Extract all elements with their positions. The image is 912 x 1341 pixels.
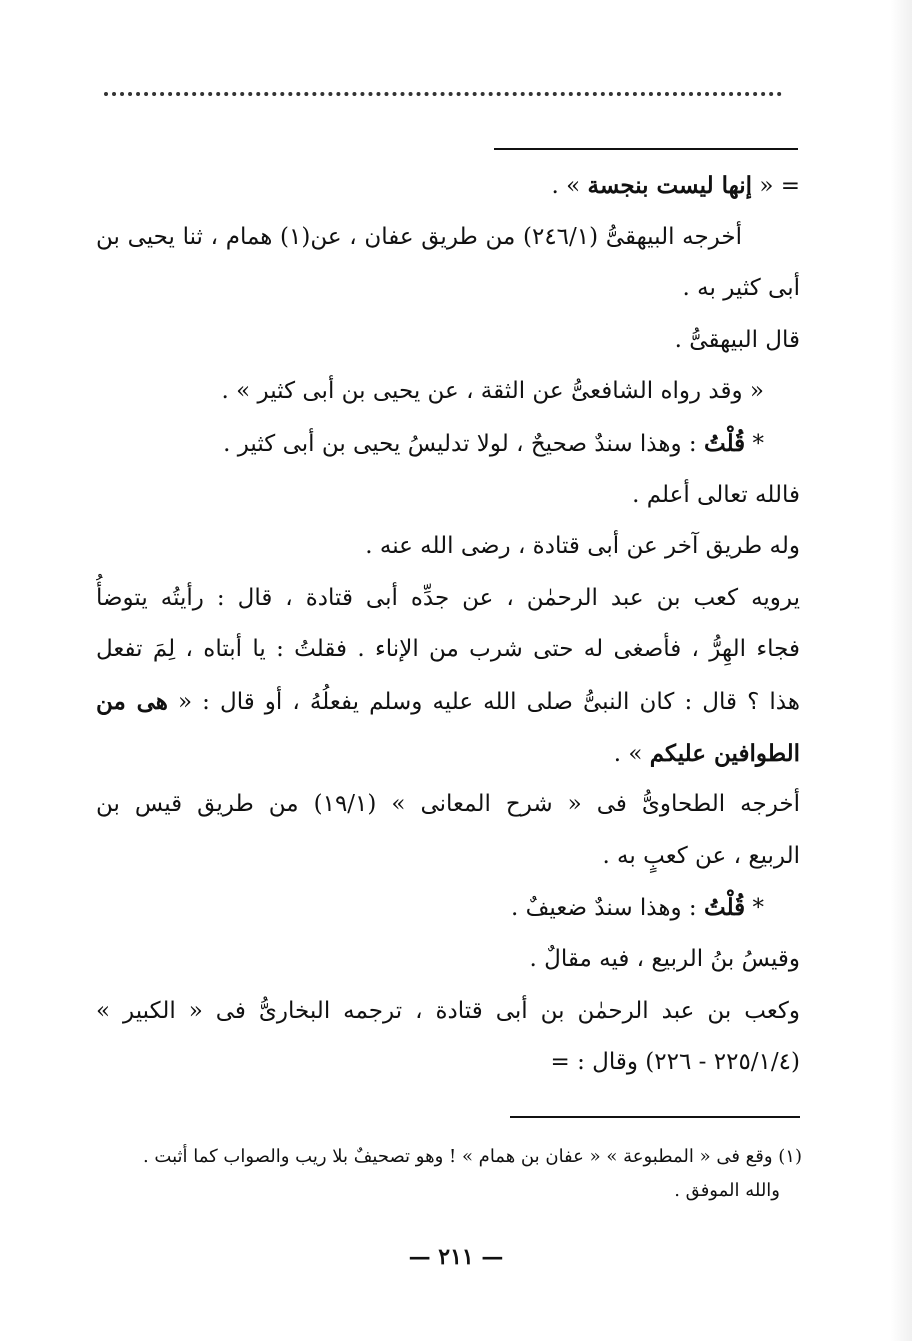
text-line-5: « وقد رواه الشافعىُّ عن الثقة ، عن يحيى بن أبى كثير » . bbox=[221, 378, 764, 405]
footnote-line-1: (١) وقع فى « المطبوعة » « عفان بن همام » ! وهو تصحيفٌ بلا ريب والصواب كما أثبت . bbox=[142, 1146, 802, 1167]
footnote-line-2: والله الموفق . bbox=[674, 1180, 780, 1201]
continuation-rule bbox=[494, 148, 798, 150]
text-line-4: قال البيهقىُّ . bbox=[674, 326, 800, 353]
text-line-2: أخرجه البيهقىُّ (٢٤٦/١) من طريق عفان ، عن(١) همام ، ثنا يحيى بن bbox=[96, 223, 742, 250]
bold-phrase: قُلْتُ bbox=[703, 894, 746, 922]
text-segment: » . bbox=[613, 740, 650, 767]
footnote bbox=[98, 1140, 802, 1208]
bold-phrase: الطوافين عليكم bbox=[649, 739, 800, 767]
text-segment: = « bbox=[752, 173, 800, 199]
text-line-10: فجاء الهِرُّ ، فأصغى له حتى شرب من الإناء . فقلتُ : يا أبتاه ، لِمَ تفعل bbox=[96, 636, 800, 663]
text-line-18: (٢٢٥/١/٤ - ٢٢٦) وقال : = bbox=[550, 1049, 800, 1076]
text-line-11 bbox=[96, 676, 800, 728]
asterisk-marker: * bbox=[745, 895, 764, 922]
text-line-1 bbox=[96, 160, 800, 212]
text-line-8: وله طريق آخر عن أبى قتادة ، رضى الله عنه . bbox=[365, 533, 800, 560]
text-line-6 bbox=[96, 418, 800, 470]
text-line-7: فالله تعالى أعلم . bbox=[632, 481, 800, 508]
footnote-separator bbox=[510, 1116, 800, 1118]
text-segment: هذا ؟ قال : كان النبىُّ صلى الله عليه وسلم يفعلُهُ ، أو قال : « bbox=[167, 688, 800, 715]
page-edge-shadow bbox=[890, 0, 912, 1341]
text-line-17: وكعب بن عبد الرحمٰن بن أبى قتادة ، ترجمه البخارىُّ فى « الكبير » bbox=[96, 997, 800, 1024]
text-line-16: وقيسُ بنُ الربيع ، فيه مقالٌ . bbox=[529, 945, 800, 972]
text-segment: » . bbox=[551, 173, 588, 199]
bold-phrase: قُلْتُ bbox=[703, 429, 746, 457]
page-number: — ٢١١ — bbox=[408, 1244, 504, 1270]
text-line-3: أبى كثير به . bbox=[682, 275, 800, 302]
text-line-12 bbox=[96, 728, 800, 780]
text-line-13: أخرجه الطحاوىُّ فى « شرح المعانى » (١٩/١) من طريق قيس بن bbox=[96, 791, 800, 818]
text-line-9: يرويه كعب بن عبد الرحمٰن ، عن جدِّه أبى قتادة ، قال : رأيتُه يتوضأُ bbox=[96, 584, 800, 611]
text-line-14: الربيع ، عن كعبٍ به . bbox=[602, 842, 800, 869]
text-line-15 bbox=[96, 882, 800, 934]
top-dotted-rule bbox=[104, 92, 782, 96]
body-text bbox=[96, 160, 800, 1089]
bold-phrase: هى من bbox=[96, 687, 168, 715]
text-segment: : وهذا سندٌ صحيحٌ ، لولا تدليسُ يحيى بن أبى كثير . bbox=[223, 430, 704, 457]
asterisk-marker: * bbox=[745, 430, 764, 457]
text-segment: : وهذا سندٌ ضعيفٌ . bbox=[511, 895, 704, 922]
bold-phrase: إنها ليست بنجسة bbox=[587, 172, 753, 199]
